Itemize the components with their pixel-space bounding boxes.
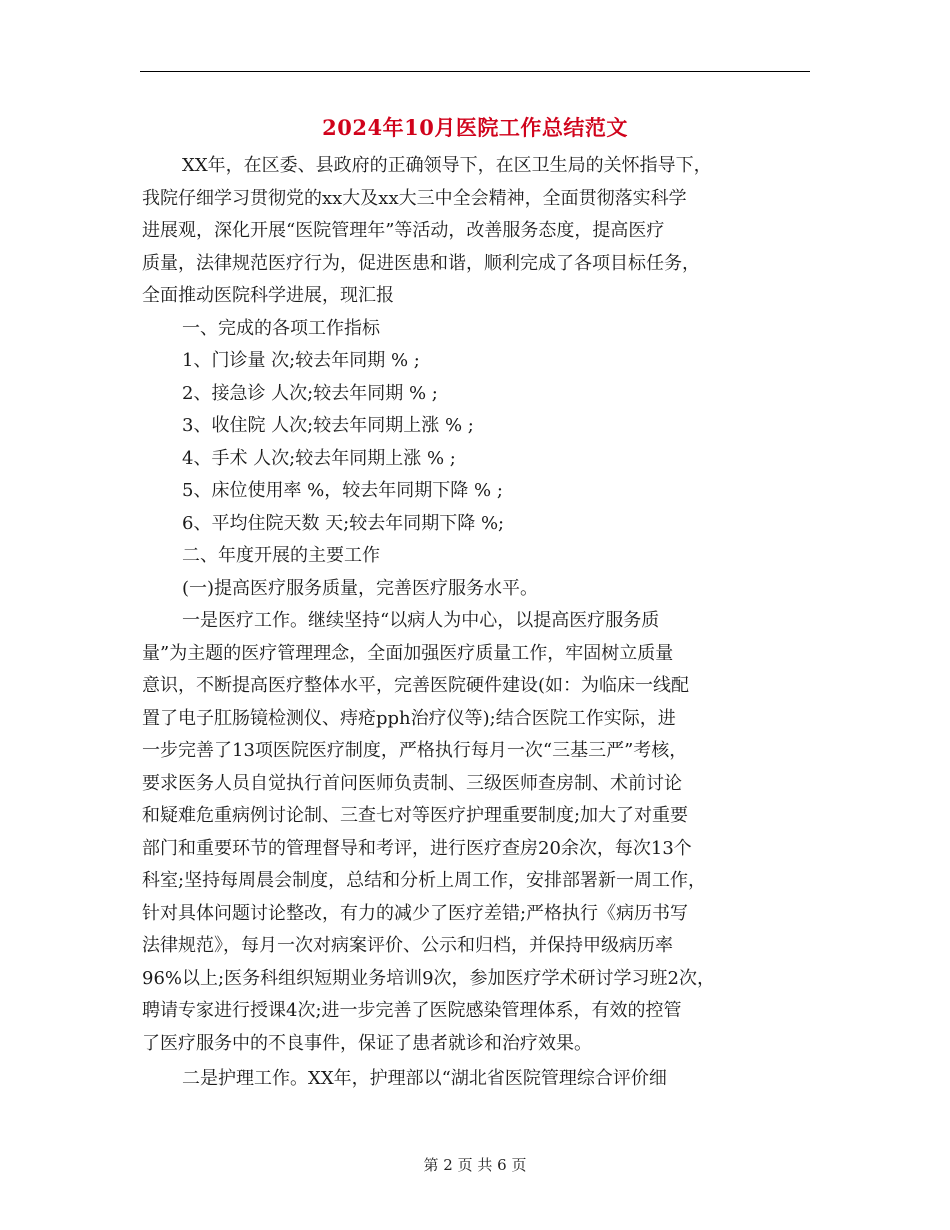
text-line: 5、床位使用率 %，较去年同期下降 % ; xyxy=(182,480,503,501)
text-line: 1、门诊量 次;较去年同期 % ; xyxy=(182,350,420,371)
text-line: 法律规范》，每月一次对病案评价、公示和归档，并保持甲级病历率 xyxy=(142,935,673,956)
text-line: 进展观，深化开展“医院管理年”等活动，改善服务态度，提高医疗 xyxy=(142,220,665,241)
text-line: 和疑难危重病例讨论制、三查七对等医疗护理重要制度;加大了对重要 xyxy=(142,805,689,826)
document-title: 2024年10月医院工作总结范文 xyxy=(322,115,628,140)
text-line: 二、年度开展的主要工作 xyxy=(182,545,380,566)
text-line: 部门和重要环节的管理督导和考评，进行医疗查房20余次，每次13个 xyxy=(142,837,692,859)
text-line: 一步完善了13项医院医疗制度，严格执行每月一次“三基三严”考核， xyxy=(142,740,688,761)
text-line: 3、收住院 人次;较去年同期上涨 % ; xyxy=(182,415,474,436)
page-footer: 第 2 页 共 6 页 xyxy=(423,1156,527,1174)
text-line: 要求医务人员自觉执行首问医师负责制、三级医师查房制、术前讨论 xyxy=(142,772,682,794)
text-line: 量”为主题的医疗管理理念，全面加强医疗质量工作，牢固树立质量 xyxy=(142,642,674,664)
document-body xyxy=(142,150,810,1096)
text-line: 意识，不断提高医疗整体水平，完善医院硬件建设(如：为临床一线配 xyxy=(142,675,690,696)
text-line: 质量，法律规范医疗行为，促进医患和谐，顺利完成了各项目标任务， xyxy=(142,252,700,274)
text-line: 二是护理工作。XX年，护理部以“湖北省医院管理综合评价细 xyxy=(182,1068,667,1089)
text-line: 6、平均住院天数 天;较去年同期下降 %; xyxy=(182,512,505,534)
text-line: 了医疗服务中的不良事件，保证了患者就诊和治疗效果。 xyxy=(142,1032,592,1054)
text-line: 一、完成的各项工作指标 xyxy=(182,317,380,339)
text-line: 置了电子肛肠镜检测仪、痔疮pph治疗仪等);结合医院工作实际，进 xyxy=(142,707,676,729)
text-line: 一是医疗工作。继续坚持“以病人为中心，以提高医疗服务质 xyxy=(182,610,660,631)
text-line: XX年，在区委、县政府的正确领导下，在区卫生局的关怀指导下， xyxy=(182,155,712,176)
text-line: 针对具体问题讨论整改，有力的减少了医疗差错;严格执行《病历书写 xyxy=(142,902,689,924)
text-line: 科室;坚持每周晨会制度，总结和分析上周工作，安排部署新一周工作， xyxy=(142,870,707,891)
text-line: 4、手术 人次;较去年同期上涨 % ; xyxy=(182,447,456,469)
text-line: (一)提高医疗服务质量，完善医疗服务水平。 xyxy=(182,577,539,599)
header-rule xyxy=(140,71,810,72)
text-line: 96%以上;医务科组织短期业务培训9次，参加医疗学术研讨学习班2次， xyxy=(142,967,715,989)
text-line: 全面推动医院科学进展，现汇报 xyxy=(142,285,394,306)
text-line: 我院仔细学习贯彻党的xx大及xx大三中全会精神，全面贯彻落实科学 xyxy=(142,187,687,209)
text-line: 2、接急诊 人次;较去年同期 % ; xyxy=(182,382,438,404)
text-line: 聘请专家进行授课4次;进一步完善了医院感染管理体系，有效的控管 xyxy=(142,1000,682,1021)
